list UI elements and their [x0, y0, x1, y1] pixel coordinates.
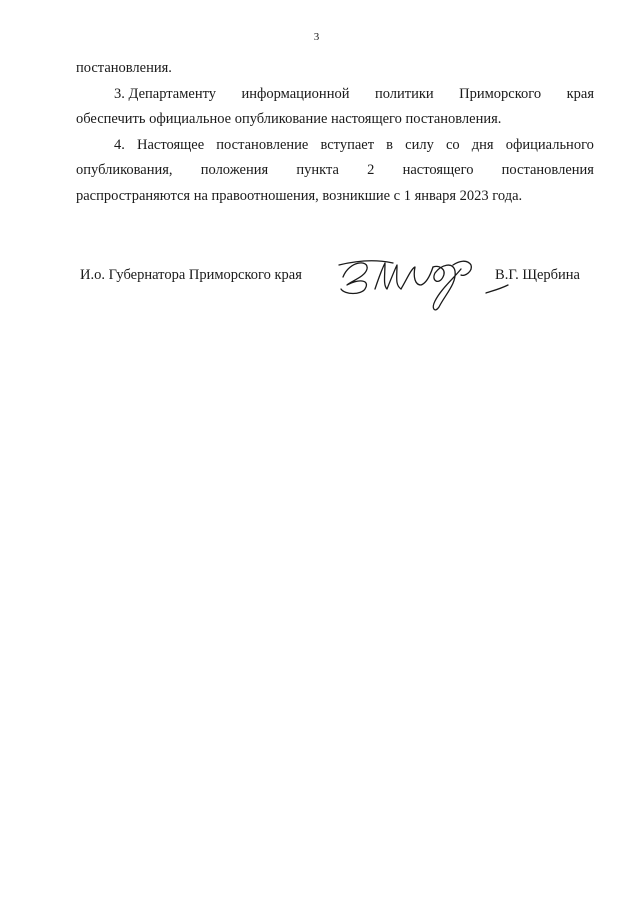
paragraph-4-line-2 [76, 158, 594, 184]
word: постановления [501, 162, 594, 178]
word: настоящего [402, 162, 474, 178]
text-line: постановления. [76, 60, 172, 76]
word: опубликования, [76, 162, 173, 178]
page-number: 3 [313, 31, 320, 43]
signature-underline-stroke [484, 283, 510, 295]
word: Настоящее [137, 136, 205, 153]
signature-block [80, 255, 580, 315]
word: Приморского [459, 85, 542, 102]
word: дня [471, 136, 494, 153]
signatory-position: И.о. Губернатора Приморского края [80, 267, 302, 283]
word: 3. Департаменту [114, 85, 216, 102]
word: официального [505, 136, 594, 153]
word: со [445, 136, 460, 153]
word: постановление [216, 136, 309, 153]
word: 4. [114, 136, 125, 153]
paragraph-3-line-2: обеспечить официальное опубликование настоящего постановления. [76, 111, 502, 127]
signatory-name: В.Г. Щербина [495, 267, 580, 283]
word: вступает [320, 136, 375, 153]
word: силу [405, 136, 434, 153]
word: политики [374, 85, 434, 102]
word: в [386, 136, 394, 153]
document-body [76, 56, 594, 209]
word: информационной [241, 85, 350, 102]
paragraph-3-line-1 [76, 82, 594, 108]
word: 2 [367, 162, 375, 178]
paragraph-4-line-3: распространяются на правоотношения, возникшие с 1 января 2023 года. [76, 187, 523, 204]
word: положения [200, 162, 269, 178]
word: пункта [296, 162, 339, 178]
word: края [566, 85, 594, 102]
paragraph-4-line-1 [76, 133, 594, 159]
